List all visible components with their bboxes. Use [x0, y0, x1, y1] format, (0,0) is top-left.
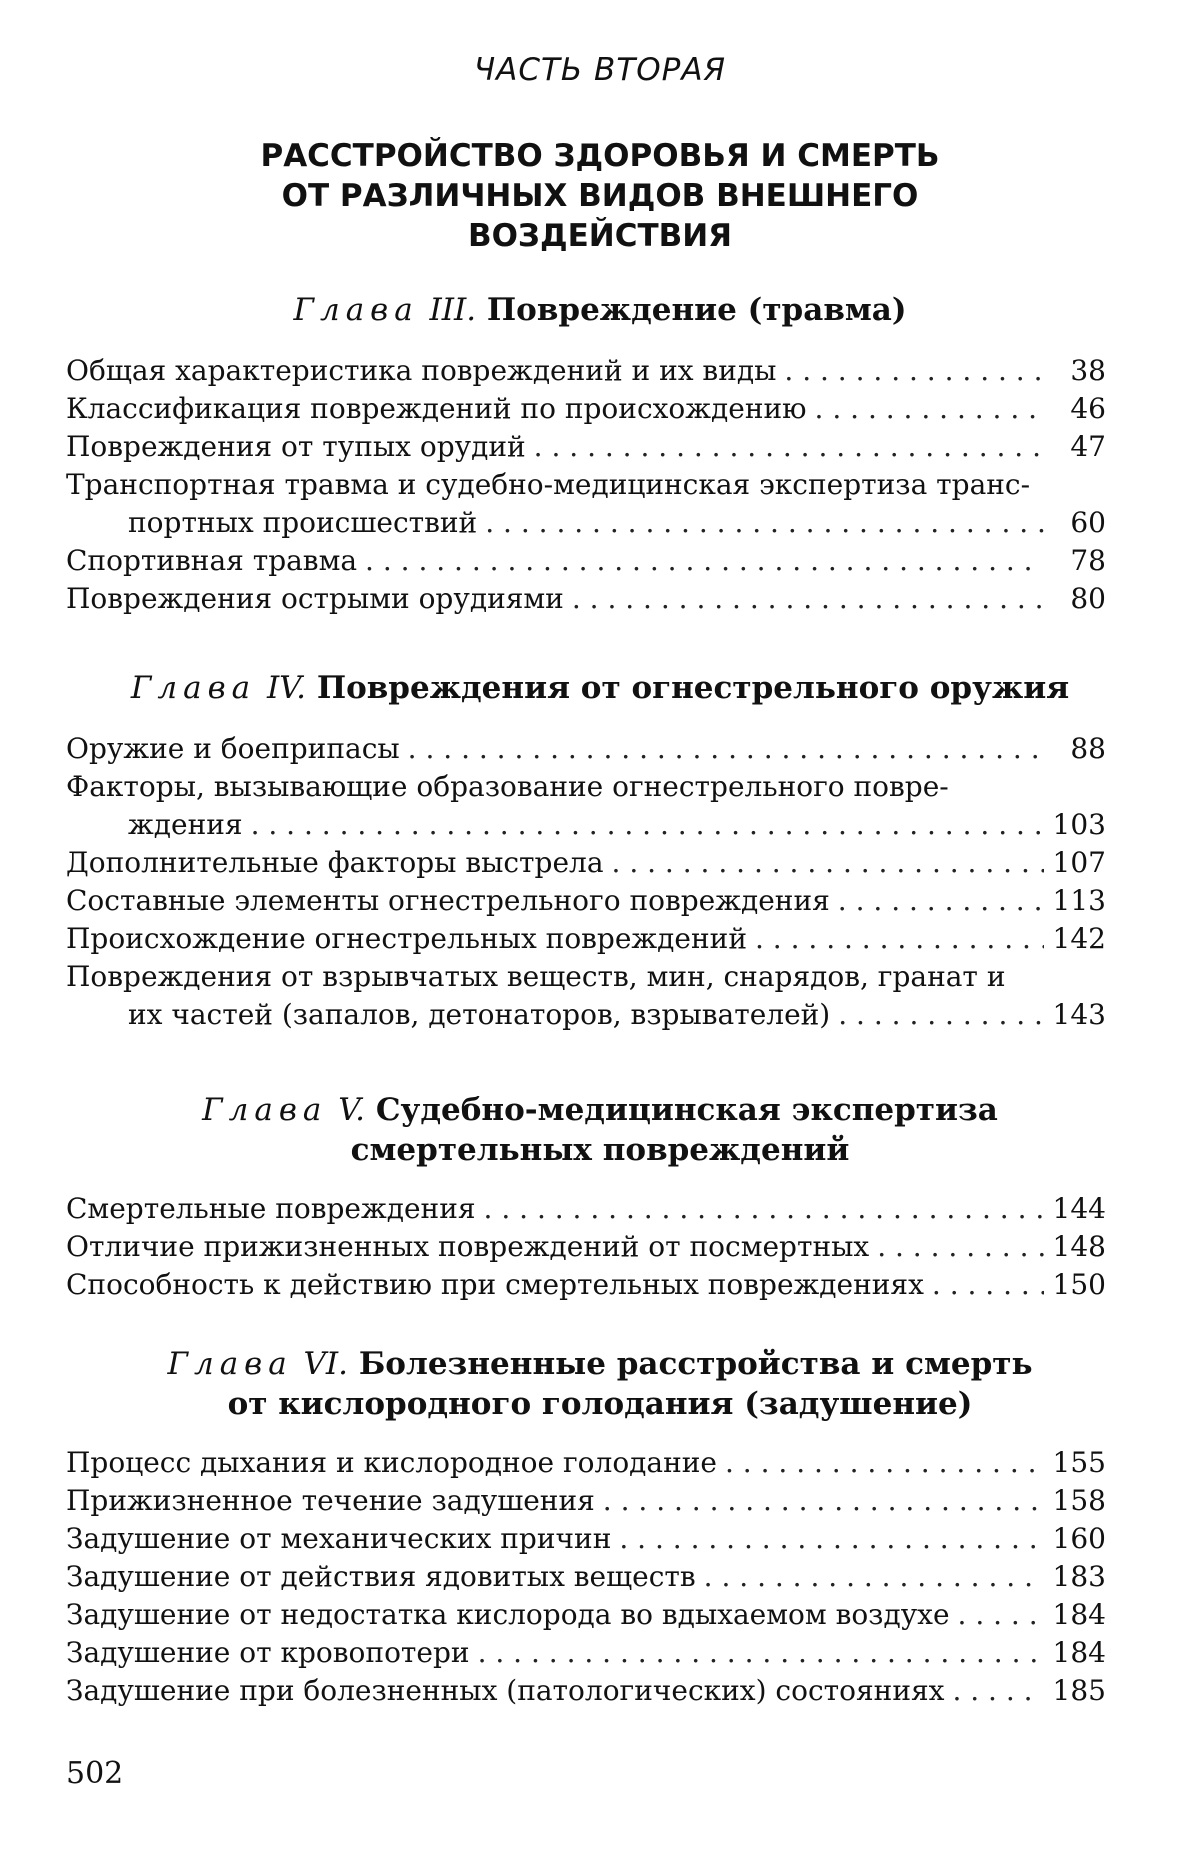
- entry-title: Классификация повреждений по происхождению: [66, 392, 807, 425]
- chapter-heading: [0, 668, 1200, 708]
- chapter-title: Судебно-медицинская экспертиза: [375, 1092, 998, 1128]
- entry-title: Смертельные повреждения: [66, 1192, 476, 1225]
- toc-entry[interactable]: [66, 1482, 1106, 1520]
- entry-title: Прижизненное течение задушения: [66, 1484, 595, 1517]
- chapter-label: Глава: [202, 1092, 328, 1128]
- entry-page: 78: [1070, 544, 1106, 577]
- main-title-line: РАССТРОЙСТВО ЗДОРОВЬЯ И СМЕРТЬ: [260, 138, 940, 174]
- page-number: 502: [66, 1756, 124, 1791]
- toc-entry[interactable]: [66, 920, 1106, 958]
- chapter-entries: [66, 1444, 1106, 1710]
- chapter-entries: [66, 1190, 1106, 1304]
- chapter-number: V.: [338, 1092, 366, 1128]
- entry-title: Способность к действию при смертельных повреждениях: [66, 1268, 924, 1301]
- toc-entry[interactable]: [66, 730, 1106, 768]
- entry-page: 158: [1052, 1484, 1106, 1517]
- entry-page: 107: [1052, 846, 1106, 879]
- entry-title: Повреждения от взрывчатых веществ, мин, снарядов, гранат и: [66, 960, 1006, 993]
- entry-title: Повреждения острыми орудиями: [66, 582, 564, 615]
- toc-entry[interactable]: [66, 1596, 1106, 1634]
- entry-title: Транспортная травма и судебно-медицинская экспертиза транс-: [66, 468, 1031, 501]
- entry-title-continued: их частей (запалов, детонаторов, взрывателей): [128, 998, 831, 1031]
- toc-entry[interactable]: [66, 580, 1106, 618]
- entry-page: 155: [1052, 1446, 1106, 1479]
- entry-title-continued: портных происшествий: [128, 506, 478, 539]
- chapter-title: Болезненные расстройства и смерть: [358, 1346, 1033, 1382]
- entry-title: Задушение от кровопотери: [66, 1636, 470, 1669]
- entry-page: 160: [1052, 1522, 1106, 1555]
- entry-page: 185: [1052, 1674, 1106, 1707]
- main-title: [0, 136, 1200, 256]
- chapter-heading: [0, 1344, 1200, 1424]
- toc-entry[interactable]: [66, 768, 1106, 844]
- toc-entry[interactable]: [66, 1444, 1106, 1482]
- toc-entry[interactable]: [66, 1672, 1106, 1710]
- main-title-line: ВОЗДЕЙСТВИЯ: [467, 218, 733, 254]
- entry-title: Происхождение огнестрельных повреждений: [66, 922, 747, 955]
- entry-page: 184: [1052, 1598, 1106, 1631]
- toc-entry[interactable]: [66, 1266, 1106, 1304]
- entry-title: Задушение от механических причин: [66, 1522, 612, 1555]
- toc-entry[interactable]: [66, 1558, 1106, 1596]
- entry-title: Дополнительные факторы выстрела: [66, 846, 604, 879]
- toc-entry[interactable]: [66, 1634, 1106, 1672]
- chapter-title-continued: смертельных повреждений: [350, 1132, 850, 1168]
- entry-page: 38: [1070, 354, 1106, 387]
- toc-entry[interactable]: [66, 1520, 1106, 1558]
- chapter-number: IV.: [266, 670, 307, 706]
- entry-title: Процесс дыхания и кислородное голодание: [66, 1446, 717, 1479]
- entry-page: 60: [1070, 506, 1106, 539]
- chapter-number: III.: [429, 292, 477, 328]
- chapter-label: Глава: [167, 1346, 293, 1382]
- entry-page: 47: [1070, 430, 1106, 463]
- chapter-entries: [66, 730, 1106, 1034]
- toc-entry[interactable]: [66, 958, 1106, 1034]
- toc-entry[interactable]: [66, 352, 1106, 390]
- entry-page: 150: [1052, 1268, 1106, 1301]
- entry-page: 183: [1052, 1560, 1106, 1593]
- entry-title: Задушение от недостатка кислорода во вдыхаемом воздухе: [66, 1598, 950, 1631]
- toc-entry[interactable]: [66, 466, 1106, 542]
- entry-page: 184: [1052, 1636, 1106, 1669]
- toc-entry[interactable]: [66, 1190, 1106, 1228]
- chapter-label: Глава: [130, 670, 257, 706]
- chapter-heading: [0, 1090, 1200, 1170]
- toc-entry[interactable]: [66, 844, 1106, 882]
- chapter-entries: [66, 352, 1106, 618]
- main-title-line: ОТ РАЗЛИЧНЫХ ВИДОВ ВНЕШНЕГО: [281, 178, 919, 214]
- entry-page: 46: [1070, 392, 1106, 425]
- entry-title: Отличие прижизненных повреждений от посмертных: [66, 1230, 870, 1263]
- entry-title: Оружие и боеприпасы: [66, 732, 400, 765]
- toc-entry[interactable]: [66, 390, 1106, 428]
- entry-title: Факторы, вызывающие образование огнестрельного повре-: [66, 770, 949, 803]
- chapter-heading: [0, 290, 1200, 330]
- entry-page: 88: [1070, 732, 1106, 765]
- entry-page: 113: [1052, 884, 1106, 917]
- entry-title: Задушение от действия ядовитых веществ: [66, 1560, 696, 1593]
- chapter-number: VI.: [303, 1346, 349, 1382]
- entry-page: 103: [1052, 808, 1106, 841]
- part-title: ЧАСТЬ ВТОРАЯ: [473, 52, 727, 88]
- toc-entry[interactable]: [66, 428, 1106, 466]
- entry-page: 144: [1052, 1192, 1106, 1225]
- chapter-title: Повреждение (травма): [486, 292, 907, 328]
- chapter-label: Глава: [293, 292, 419, 328]
- entry-page: 142: [1052, 922, 1106, 955]
- toc-entry[interactable]: [66, 1228, 1106, 1266]
- entry-title: Общая характеристика повреждений и их виды: [66, 354, 777, 387]
- entry-title: Задушение при болезненных (патологических) состояниях: [66, 1674, 945, 1707]
- entry-title-continued: ждения: [128, 808, 243, 841]
- toc-entry[interactable]: [66, 882, 1106, 920]
- entry-page: 143: [1052, 998, 1106, 1031]
- chapter-title: Повреждения от огнестрельного оружия: [316, 670, 1070, 706]
- entry-page: 80: [1070, 582, 1106, 615]
- entry-page: 148: [1052, 1230, 1106, 1263]
- entry-title: Составные элементы огнестрельного повреждения: [66, 884, 830, 917]
- entry-title: Спортивная травма: [66, 544, 358, 577]
- toc-entry[interactable]: [66, 542, 1106, 580]
- entry-title: Повреждения от тупых орудий: [66, 430, 526, 463]
- chapter-title-continued: от кислородного голодания (задушение): [227, 1386, 973, 1422]
